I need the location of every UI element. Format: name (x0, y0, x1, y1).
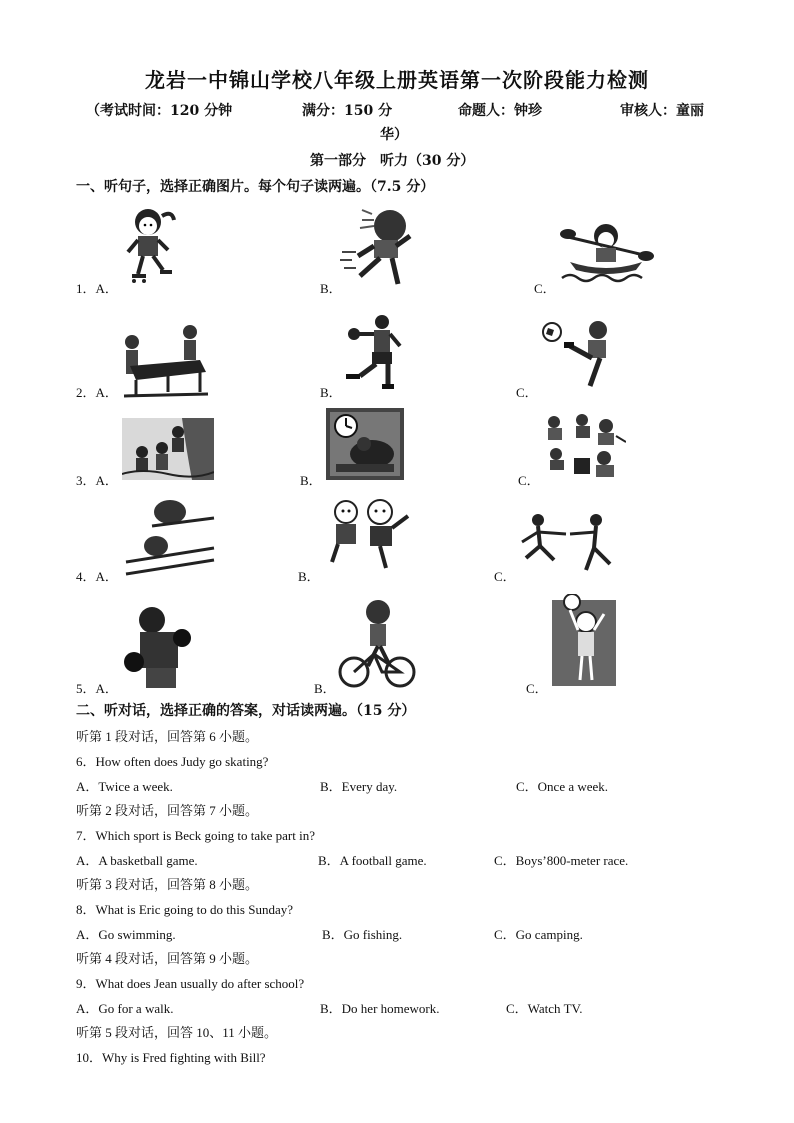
full-score: 满分：150 分 (302, 103, 393, 119)
reviewer: 审核人：童丽 (620, 103, 704, 119)
q1-label-a: 1．A． (76, 281, 118, 296)
q4-label-a: 4．A． (76, 569, 118, 584)
reviewer-cont: 华） (380, 127, 408, 143)
q9-option-a: A．Go for a walk. (76, 1001, 174, 1016)
relay-race-icon (516, 512, 622, 578)
exam-time: （考试时间：120 分钟 (86, 103, 233, 119)
q7-option-c: C．Boys’800-meter race. (494, 853, 629, 868)
q3-label-b: B． (300, 473, 322, 488)
q1-label-c: C． (534, 281, 556, 296)
part1-heading: 第一部分 听力（30 分） (310, 153, 475, 169)
skiing-icon (122, 496, 218, 578)
dialogue1-intro: 听第 1 段对话，回答第 6 小题。 (76, 729, 259, 744)
q4-label-c: C． (494, 569, 516, 584)
basketball-player-icon (342, 312, 408, 392)
boxing-boy-icon (122, 604, 196, 690)
clock-sleeping-icon (326, 408, 404, 480)
q6-option-b: B．Every day. (320, 779, 398, 794)
volleyball-girl-icon (552, 594, 616, 686)
q2-label-c: C． (516, 385, 538, 400)
q5-label-c: C． (526, 681, 548, 696)
dialogue5-intro: 听第 5 段对话，回答 10、11 小题。 (76, 1025, 278, 1040)
question-8: 8．What is Eric going to do this Sunday? (76, 902, 294, 917)
dialogue3-intro: 听第 3 段对话，回答第 8 小题。 (76, 877, 259, 892)
q6-option-a: A．Twice a week. (76, 779, 173, 794)
dialogue4-intro: 听第 4 段对话，回答第 9 小题。 (76, 951, 259, 966)
q7-option-a: A．A basketball game. (76, 853, 198, 868)
soccer-kick-icon (536, 316, 620, 392)
question-7: 7．Which sport is Beck going to take part in? (76, 828, 316, 843)
section1-heading: 一、听句子，选择正确图片。每个句子读两遍。（7.5 分） (76, 179, 435, 195)
q3-label-c: C． (518, 473, 540, 488)
exam-title: 龙岩一中锦山学校八年级上册英语第一次阶段能力检测 (145, 68, 649, 92)
question-6: 6．How often does Judy go skating? (76, 754, 269, 769)
q2-label-a: 2．A． (76, 385, 118, 400)
q7-option-b: B．A football game. (318, 853, 427, 868)
q5-label-b: B． (314, 681, 336, 696)
canoeing-boy-icon (556, 218, 656, 288)
ping-pong-table-icon (120, 320, 210, 400)
cycling-boy-icon (338, 598, 416, 690)
section2-heading: 二、听对话，选择正确的答案，对话读两遍。（15 分） (76, 703, 416, 719)
q2-label-b: B． (320, 385, 342, 400)
running-boy-icon (338, 206, 422, 290)
question-10: 10．Why is Fred fighting with Bill? (76, 1050, 266, 1065)
q4-label-b: B． (298, 569, 320, 584)
kids-activities-icon (540, 412, 626, 482)
group-sports-scene-icon (122, 418, 214, 480)
roller-skating-girl-icon (118, 204, 182, 288)
q8-option-b: B．Go fishing. (322, 927, 403, 942)
q8-option-a: A．Go swimming. (76, 927, 176, 942)
q9-option-b: B．Do her homework. (320, 1001, 440, 1016)
q5-label-a: 5．A． (76, 681, 118, 696)
q9-option-c: C．Watch TV. (506, 1001, 583, 1016)
question-9: 9．What does Jean usually do after school? (76, 976, 305, 991)
cheering-kids-icon (324, 498, 412, 572)
q1-label-b: B． (320, 281, 342, 296)
dialogue2-intro: 听第 2 段对话，回答第 7 小题。 (76, 803, 259, 818)
q6-option-c: C．Once a week. (516, 779, 609, 794)
q8-option-c: C．Go camping. (494, 927, 583, 942)
question-setter: 命题人：钟珍 (458, 103, 542, 119)
q3-label-a: 3．A． (76, 473, 118, 488)
